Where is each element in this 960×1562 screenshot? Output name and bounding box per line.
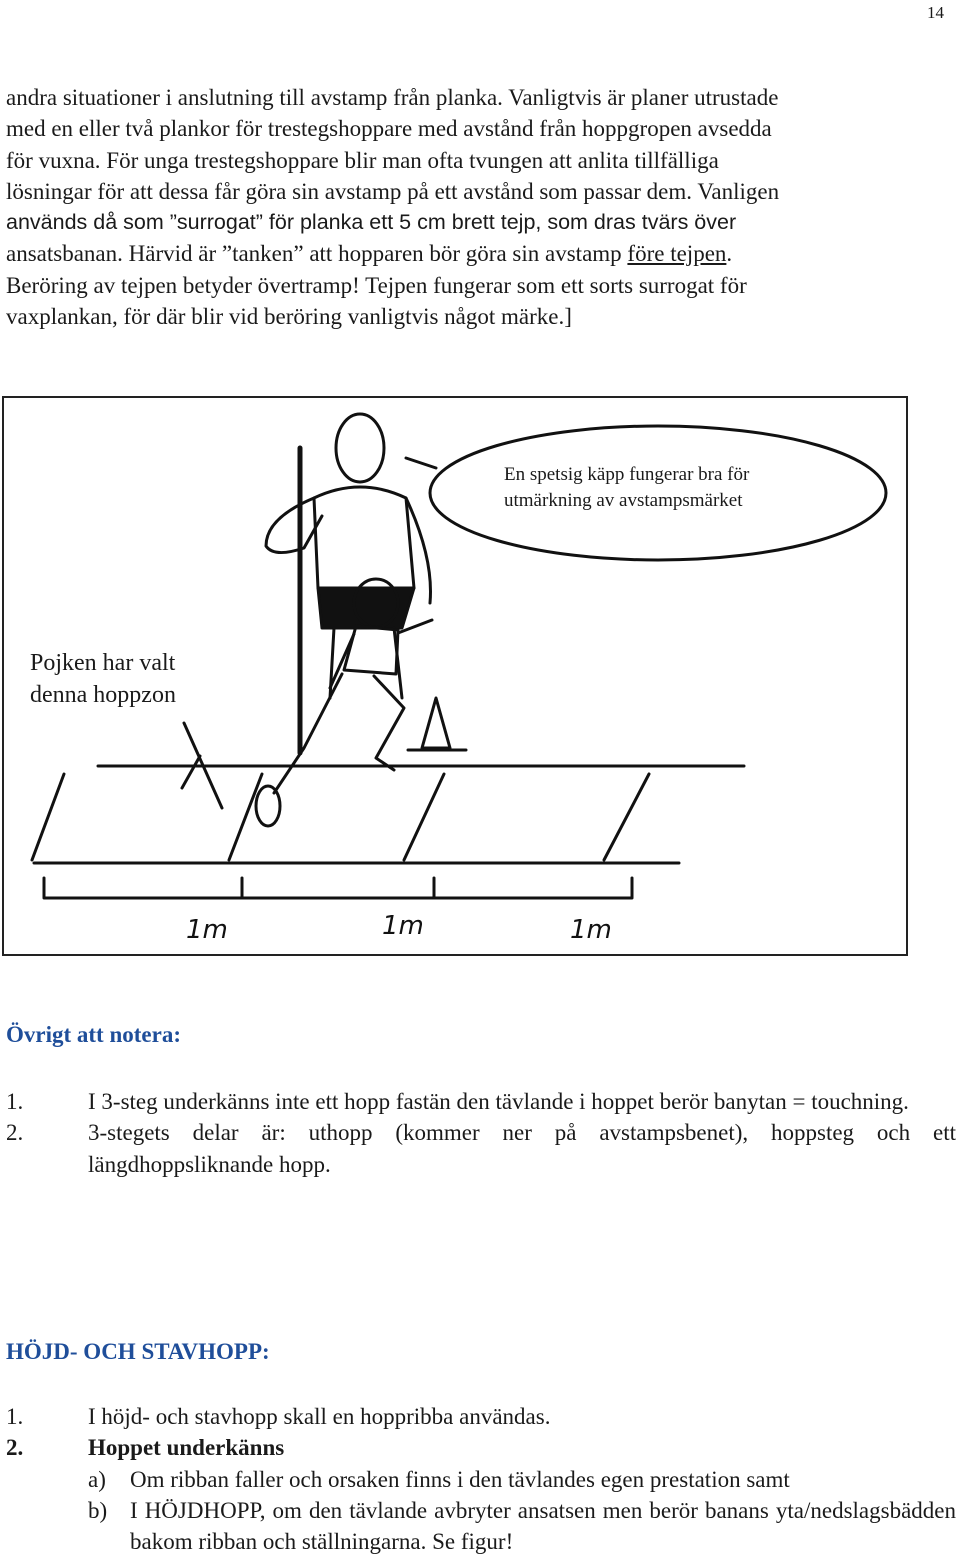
runner-leg (374, 676, 404, 770)
distance-bracket (242, 878, 434, 898)
sub-text: I HÖJDHOPP, om den tävlande avbryter ansatsen men berör banans yta/nedslagsbädden bakom ribban och ställningarna. Se figur! (130, 1497, 956, 1555)
bubble-line: En spetsig käpp fungerar bra för (504, 464, 750, 485)
intro-line: för vuxna. För unga trestegshoppare blir man ofta tvungen att anlita tillfälliga (6, 147, 719, 173)
list-text: 3-stegets delar är: uthopp (kommer ner på avstampsbenet), hoppsteg och ett längdhoppsliknande hopp. (88, 1120, 956, 1177)
runner-leg (274, 674, 342, 793)
intro-line: med en eller två plankor för trestegshoppare med avstånd från hoppgropen avsedda (6, 116, 772, 142)
list-item (6, 1086, 956, 1117)
intro-text: . (726, 241, 733, 267)
runner-torso (344, 626, 398, 674)
distance-label: 1m (186, 915, 228, 945)
intro-line: andra situationer i anslutning till avstamp från planka. Vanligtvis är planer utrustade (6, 85, 779, 110)
training-cone (422, 698, 450, 748)
distance-label: 1m (570, 915, 612, 945)
zone-label-line: denna hoppzon (30, 682, 176, 708)
list-number: 2. (6, 1120, 24, 1146)
intro-line: Beröring av tejpen betyder övertramp! Tejpen fungerar som ett sorts surrogat för (6, 272, 747, 298)
list-number: 2. (6, 1435, 24, 1461)
intro-line: används då som ”surrogat” för planka ett 5 cm brett tejp, som dras tvärs över (6, 210, 737, 235)
bubble-line: utmärkning av avstampsmärket (504, 490, 743, 511)
coach-head (336, 414, 384, 482)
intro-paragraph (6, 82, 946, 332)
page-number: 14 (927, 3, 944, 22)
jump-rules-list (6, 1401, 956, 1557)
distance-label: 1m (382, 911, 424, 941)
speech-bubble-text (504, 462, 834, 514)
zone-label-line: Pojken har valt (30, 650, 176, 676)
section-heading: HÖJD- OCH STAVHOPP: (6, 1339, 270, 1364)
underlined-text: före tejpen (627, 241, 727, 267)
sub-item (88, 1495, 956, 1558)
list-text: I 3-steg underkänns inte ett hopp fastän den tävlande i hoppet berör banytan = touchning. (88, 1089, 909, 1114)
sub-letter: a) (88, 1466, 106, 1492)
intro-line: vaxplankan, för där blir vid beröring vanligtvis något märke.] (6, 304, 572, 330)
list-text: Hoppet underkänns (88, 1435, 285, 1461)
runway-divider (32, 774, 64, 860)
distance-bracket (434, 878, 632, 898)
runner-shoe (256, 786, 280, 826)
bubble-tail (406, 458, 436, 468)
zone-label (30, 647, 176, 711)
intro-line: lösningar för att dessa får göra sin avstamp på ett avstånd som passar dem. Vanligen (6, 178, 780, 204)
runway-divider (404, 774, 444, 860)
distance-bracket (44, 878, 242, 898)
sub-letter: b) (88, 1497, 108, 1523)
coach-shorts (318, 588, 414, 628)
intro-text: ansatsbanan. Härvid är ”tanken” att hopparen bör göra sin avstamp (6, 241, 628, 267)
coach-torso (314, 487, 414, 588)
list-item (6, 1432, 956, 1463)
section-heading: Övrigt att notera: (6, 1022, 181, 1047)
sub-item (88, 1464, 956, 1495)
list-item (6, 1117, 956, 1180)
list-text: I höjd- och stavhopp skall en hoppribba användas. (88, 1404, 551, 1429)
runway-divider (604, 774, 649, 860)
intro-line (6, 238, 946, 269)
other-notes-list (6, 1086, 956, 1180)
zone-mark (182, 756, 200, 788)
sub-text: Om ribban faller och orsaken finns i den tävlandes egen prestation samt (130, 1466, 790, 1492)
list-number: 1. (6, 1404, 24, 1429)
list-number: 1. (6, 1089, 24, 1114)
list-item (6, 1401, 956, 1432)
